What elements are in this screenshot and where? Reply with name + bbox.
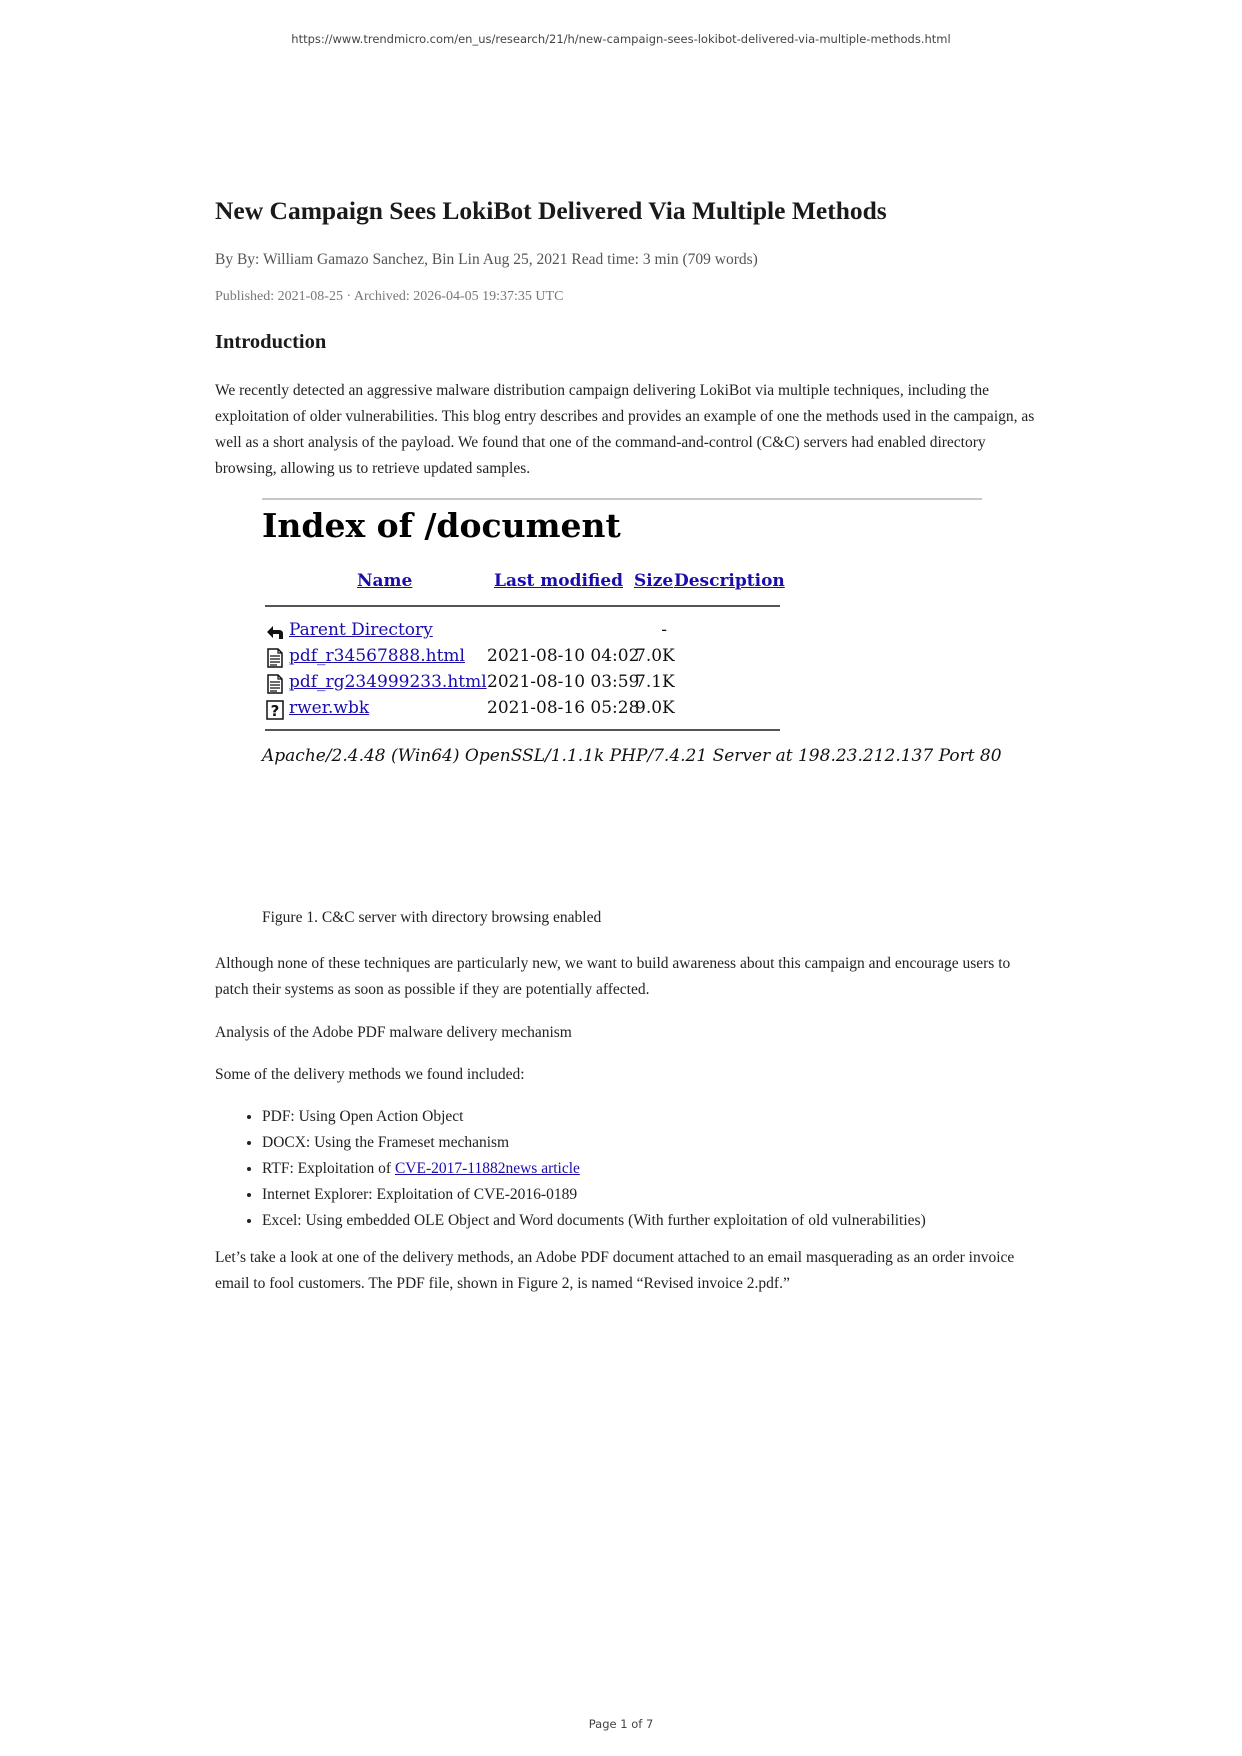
column-header-last-modified[interactable]: Last modified [494,571,624,591]
methods-intro: Some of the delivery methods we found included: [215,1066,525,1083]
server-address-line: Apache/2.4.48 (Win64) OpenSSL/1.1.1k PHP/7.4.21 Server at 198.23.212.137 Port 80 [262,746,1002,766]
listing-link-parent-directory[interactable]: Parent Directory [289,620,433,640]
list-item [262,1156,926,1182]
article-title: New Campaign Sees LokiBot Delivered Via Multiple Methods [215,196,887,225]
listing-size: 9.0K [635,698,675,718]
figure-divider [262,498,982,500]
unknown-file-icon [265,700,285,720]
column-header-size[interactable]: Size [634,571,674,591]
listing-size: - [661,620,667,640]
listing-row-parent [265,620,785,644]
listing-row-file [265,646,785,670]
figure-caption: Figure 1. C&C server with directory browsing enabled [262,909,602,926]
analysis-line: Analysis of the Adobe PDF malware delivery mechanism [215,1024,572,1041]
column-header-description[interactable]: Description [674,571,785,591]
listing-row-file [265,672,785,696]
cve-2017-11882-link[interactable]: CVE-2017-11882news article [394,1160,580,1177]
article-byline: By By: William Gamazo Sanchez, Bin Lin Aug 25, 2021 Read time: 3 min (709 words) [215,251,758,268]
section-heading-introduction: Introduction [215,331,327,353]
listing-date: 2021-08-10 04:02 [487,646,640,666]
list-item-text: DOCX: Using the Frameset mechanism [262,1134,510,1151]
list-item [262,1130,926,1156]
intro-paragraph: We recently detected an aggressive malware distribution campaign delivering LokiBot via multiple techniques, including the exploitation of older vulnerabilities. This blog entry describes and provides an example of one the methods used in the campaign, as well as a short analysis of the payload. We found that one of the command-and-control (C&C) servers had enabled directory browsing, allowing us to retrieve updated samples. [215,382,1035,477]
svg-text:?: ? [270,702,280,720]
listing-divider-top [265,605,780,607]
page-number: Page 1 of 7 [588,1717,654,1731]
list-item [262,1208,926,1234]
listing-size: 7.1K [635,672,675,692]
figure-directory-listing [262,498,1002,798]
listing-size: 7.0K [635,646,675,666]
listing-link-file[interactable]: pdf_rg234999233.html [289,672,487,692]
list-item-text: Excel: Using embedded OLE Object and Word documents (With further exploitation of old vulnerabilities) [262,1212,926,1229]
closing-paragraph: Let’s take a look at one of the delivery methods, an Adobe PDF document attached to an email masquerading as an order invoice email to fool customers. The PDF file, shown in Figure 2, is named “Revised invoice 2.pdf.” [215,1249,1015,1292]
listing-date: 2021-08-10 03:59 [487,672,640,692]
page-url-header: https://www.trendmicro.com/en_us/research/21/h/new-campaign-sees-lokibot-delivered-via-multiple-methods.html [291,32,951,46]
delivery-methods-list [215,1104,926,1234]
listing-link-file[interactable]: rwer.wbk [289,698,370,718]
listing-date: 2021-08-16 05:28 [487,698,640,718]
published-archived-line: Published: 2021-08-25 · Archived: 2026-04-05 19:37:35 UTC [215,289,564,304]
parent-directory-icon [265,622,285,642]
html-file-icon [265,674,285,694]
listing-row-file [265,698,785,722]
listing-link-file[interactable]: pdf_r34567888.html [289,646,465,666]
listing-divider-bottom [265,729,780,731]
list-item [262,1104,926,1130]
list-item [262,1182,926,1208]
list-item-text: RTF: Exploitation of [262,1160,395,1177]
list-item-text: PDF: Using Open Action Object [262,1108,464,1125]
html-file-icon [265,648,285,668]
awareness-paragraph: Although none of these techniques are particularly new, we want to build awareness about this campaign and encourage users to patch their systems as soon as possible if they are potentially affected. [215,955,1011,998]
column-header-name[interactable]: Name [357,571,413,591]
list-item-text: Internet Explorer: Exploitation of CVE-2016-0189 [262,1186,578,1203]
directory-index-heading: Index of /document [262,506,621,545]
